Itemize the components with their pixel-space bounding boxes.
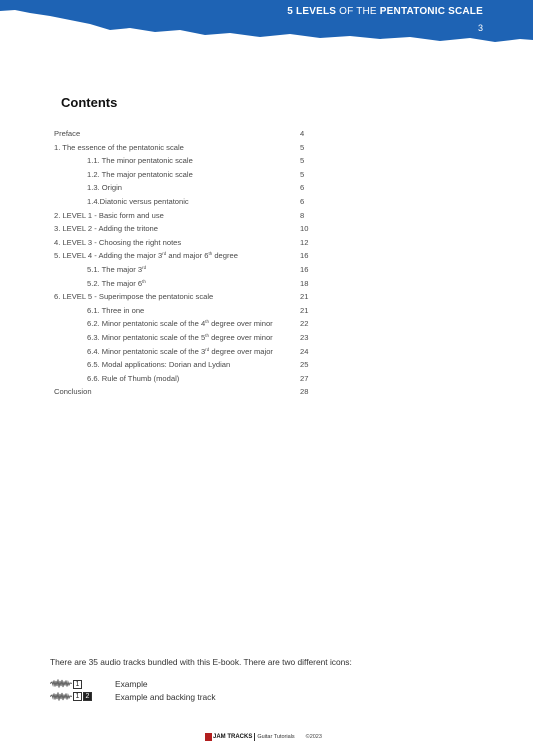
toc-entry-page: 27 bbox=[300, 373, 309, 383]
toc-entry[interactable] bbox=[54, 277, 314, 291]
ordinal-suffix: th bbox=[205, 319, 209, 325]
toc-entry-page: 6 bbox=[300, 196, 305, 206]
toc-entry-page: 24 bbox=[300, 346, 309, 356]
toc-entry-page: 10 bbox=[300, 224, 309, 234]
toc-entry-label bbox=[54, 347, 273, 356]
label-text: degree over minor bbox=[208, 332, 273, 342]
toc-entry-label: 6.1. Three in one bbox=[87, 305, 145, 315]
toc-entry-label: 4. LEVEL 3 - Choosing the right notes bbox=[54, 237, 182, 247]
audio-icon-legend bbox=[50, 678, 250, 703]
table-of-contents bbox=[54, 127, 314, 399]
label-text: degree over minor bbox=[208, 319, 273, 329]
toc-entry[interactable] bbox=[54, 263, 314, 277]
example-backing-track-icon bbox=[50, 692, 92, 702]
page-footer bbox=[205, 731, 322, 743]
label-text: 6.4. Minor pentatonic scale of the 3 bbox=[87, 346, 206, 356]
toc-entry-label: 2. LEVEL 1 - Basic form and use bbox=[54, 210, 164, 220]
toc-entry-page: 16 bbox=[300, 264, 309, 274]
jam-tracks-logo: JAM TRACKS Guitar Tutorials bbox=[205, 733, 295, 741]
contents-heading: Contents bbox=[61, 95, 118, 110]
logo-divider bbox=[254, 733, 255, 741]
toc-entry[interactable] bbox=[54, 385, 314, 399]
label-text: and major 6 bbox=[166, 251, 209, 261]
ordinal-suffix: th bbox=[205, 332, 209, 338]
toc-entry[interactable] bbox=[54, 372, 314, 386]
toc-entry[interactable] bbox=[54, 127, 314, 141]
page-header bbox=[0, 0, 533, 50]
toc-entry[interactable] bbox=[54, 317, 314, 331]
copyright: ©2023 bbox=[305, 734, 322, 740]
logo-mark-icon bbox=[205, 733, 212, 741]
ordinal-suffix: th bbox=[142, 278, 146, 284]
ordinal-suffix: rd bbox=[205, 346, 210, 352]
toc-entry-label bbox=[54, 279, 146, 288]
track-number-box: 2 bbox=[83, 692, 92, 701]
toc-entry-label: 3. LEVEL 2 - Adding the tritone bbox=[54, 224, 158, 234]
toc-entry[interactable] bbox=[54, 236, 314, 250]
toc-entry-page: 8 bbox=[300, 210, 305, 220]
toc-entry-page: 4 bbox=[300, 129, 305, 138]
toc-entry[interactable] bbox=[54, 154, 314, 168]
toc-entry-page: 6 bbox=[300, 183, 305, 193]
toc-entry-page: 22 bbox=[300, 319, 309, 329]
toc-entry-page: 5 bbox=[300, 156, 305, 166]
toc-entry-label bbox=[54, 319, 273, 328]
running-title: 5 LEVELS OF THE PENTATONIC SCALE bbox=[287, 6, 483, 17]
ordinal-suffix: rd bbox=[162, 251, 167, 257]
toc-entry-page: 21 bbox=[300, 305, 309, 315]
audio-tracks-note: There are 35 audio tracks bundled with this E-book. There are two different icons: bbox=[50, 657, 352, 667]
toc-entry-page: 12 bbox=[300, 237, 309, 247]
toc-entry-label bbox=[54, 265, 146, 274]
toc-entry[interactable] bbox=[54, 141, 314, 155]
legend-label: Example and backing track bbox=[115, 691, 216, 702]
toc-entry-page: 5 bbox=[300, 169, 305, 179]
label-text: degree bbox=[212, 251, 238, 261]
toc-entry-label: 1.3. Origin bbox=[87, 183, 123, 193]
toc-entry[interactable] bbox=[54, 345, 314, 359]
toc-entry-label: 6.5. Modal applications: Dorian and Lydian bbox=[87, 360, 231, 370]
toc-entry-label: 6.6. Rule of Thumb (modal) bbox=[87, 373, 180, 383]
label-text: 6.3. Minor pentatonic scale of the 5 bbox=[87, 332, 206, 342]
toc-entry[interactable] bbox=[54, 222, 314, 236]
label-text: 6.2. Minor pentatonic scale of the 4 bbox=[87, 319, 206, 329]
ordinal-suffix: th bbox=[208, 251, 213, 257]
toc-entry[interactable] bbox=[54, 358, 314, 372]
toc-entry-label: 1.2. The major pentatonic scale bbox=[87, 169, 193, 179]
toc-entry[interactable] bbox=[54, 290, 314, 304]
track-number-box: 1 bbox=[73, 680, 82, 689]
toc-entry-page: 25 bbox=[300, 360, 309, 370]
toc-entry-label: Conclusion bbox=[54, 387, 92, 397]
toc-entry-page: 28 bbox=[300, 387, 309, 397]
toc-entry-label: Preface bbox=[54, 129, 81, 138]
toc-entry[interactable] bbox=[54, 181, 314, 195]
label-text: 5.2. The major 6 bbox=[87, 278, 143, 288]
track-number-box: 1 bbox=[73, 692, 82, 701]
label-text: degree over major bbox=[209, 346, 273, 356]
toc-entry-page: 18 bbox=[300, 278, 309, 288]
toc-entry[interactable] bbox=[54, 168, 314, 182]
toc-entry-label: 1. The essence of the pentatonic scale bbox=[54, 142, 184, 152]
toc-entry-label: 1.4.Diatonic versus pentatonic bbox=[87, 196, 189, 206]
label-text: 5.1. The major 3 bbox=[87, 264, 143, 274]
toc-entry[interactable] bbox=[54, 209, 314, 223]
toc-entry[interactable] bbox=[54, 331, 314, 345]
toc-entry-page: 5 bbox=[300, 142, 305, 152]
toc-entry[interactable] bbox=[54, 249, 314, 263]
toc-entry-page: 16 bbox=[300, 251, 309, 261]
page-number: 3 bbox=[477, 23, 483, 33]
toc-entry-label bbox=[54, 333, 273, 342]
legend-item bbox=[50, 691, 250, 704]
toc-entry[interactable] bbox=[54, 195, 314, 209]
toc-entry-label: 6. LEVEL 5 - Superimpose the pentatonic scale bbox=[54, 292, 214, 302]
toc-entry-label bbox=[54, 251, 238, 260]
toc-entry-page: 23 bbox=[300, 332, 309, 342]
legend-item bbox=[50, 678, 250, 691]
legend-label: Example bbox=[115, 679, 148, 689]
toc-entry-label: 1.1. The minor pentatonic scale bbox=[87, 156, 193, 166]
toc-entry[interactable] bbox=[54, 304, 314, 318]
waveform-icon bbox=[50, 688, 72, 706]
label-text: 5. LEVEL 4 - Adding the major 3 bbox=[54, 251, 163, 261]
toc-entry-page: 21 bbox=[300, 292, 309, 302]
ordinal-suffix: rd bbox=[142, 264, 147, 270]
